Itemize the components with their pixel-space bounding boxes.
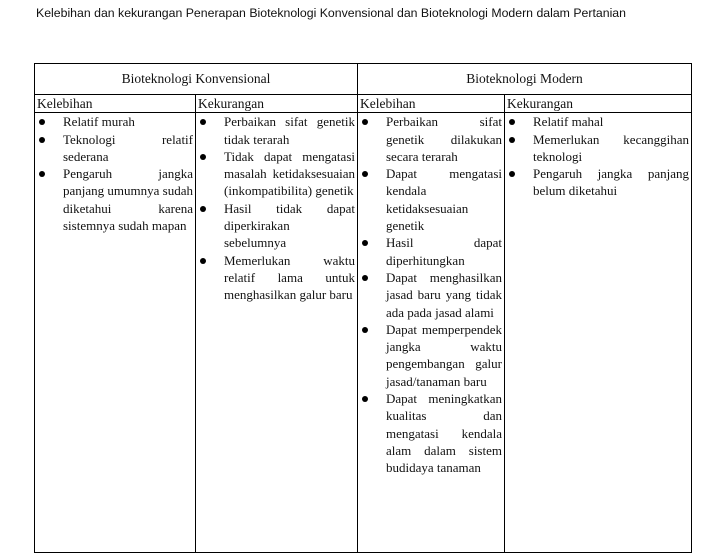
group-header-modern: Bioteknologi Modern [358, 64, 692, 95]
list-item: Teknologi relatif sederana [35, 131, 193, 166]
list-item: Perbaikan sifat genetik tidak terarah [196, 113, 355, 148]
list-item: Relatif murah [35, 113, 193, 130]
list-item: Pengaruh jangka panjang umumnya sudah diketahui karena sistemnya sudah mapan [35, 165, 193, 234]
subheader-modern-kekurangan: Kekurangan [505, 95, 692, 113]
modern-kelebihan-cell [358, 113, 505, 553]
modern-kekurangan-cell [505, 113, 692, 553]
list-item: Memerlukan waktu relatif lama untuk menghasilkan galur baru [196, 252, 355, 304]
subheader-row [35, 95, 692, 113]
list-item: Tidak dapat mengatasi masalah ketidaksesuaian (inkompatibilita) genetik [196, 148, 355, 200]
subheader-modern-kelebihan: Kelebihan [358, 95, 505, 113]
konvensional-kelebihan-cell [35, 113, 196, 553]
group-header-konvensional: Bioteknologi Konvensional [35, 64, 358, 95]
comparison-table [34, 63, 692, 553]
list-item: Relatif mahal [505, 113, 689, 130]
subheader-konvensional-kekurangan: Kekurangan [196, 95, 358, 113]
bullet-list [196, 113, 355, 303]
list-item: Pengaruh jangka panjang belum diketahui [505, 165, 689, 200]
list-item: Hasil dapat diperhitungkan [358, 234, 502, 269]
list-item: Memerlukan kecanggihan teknologi [505, 131, 689, 166]
list-item: Hasil tidak dapat diperkirakan sebelumnya [196, 200, 355, 252]
table-body-row [35, 113, 692, 553]
bullet-list [358, 113, 502, 476]
list-item: Dapat menghasilkan jasad baru yang tidak ada pada jasad alami [358, 269, 502, 321]
bullet-list [35, 113, 193, 234]
bullet-list [505, 113, 689, 199]
list-item: Perbaikan sifat genetik dilakukan secara terarah [358, 113, 502, 165]
subheader-konvensional-kelebihan: Kelebihan [35, 95, 196, 113]
document-title: Kelebihan dan kekurangan Penerapan Bioteknologi Konvensional dan Bioteknologi Modern dalam Pertanian [36, 6, 626, 20]
konvensional-kekurangan-cell [196, 113, 358, 553]
list-item: Dapat meningkatkan kualitas dan mengatasi kendala alam dalam sistem budidaya tanaman [358, 390, 502, 476]
group-header-row [35, 64, 692, 95]
list-item: Dapat memperpendek jangka waktu pengembangan galur jasad/tanaman baru [358, 321, 502, 390]
list-item: Dapat mengatasi kendala ketidaksesuaian genetik [358, 165, 502, 234]
